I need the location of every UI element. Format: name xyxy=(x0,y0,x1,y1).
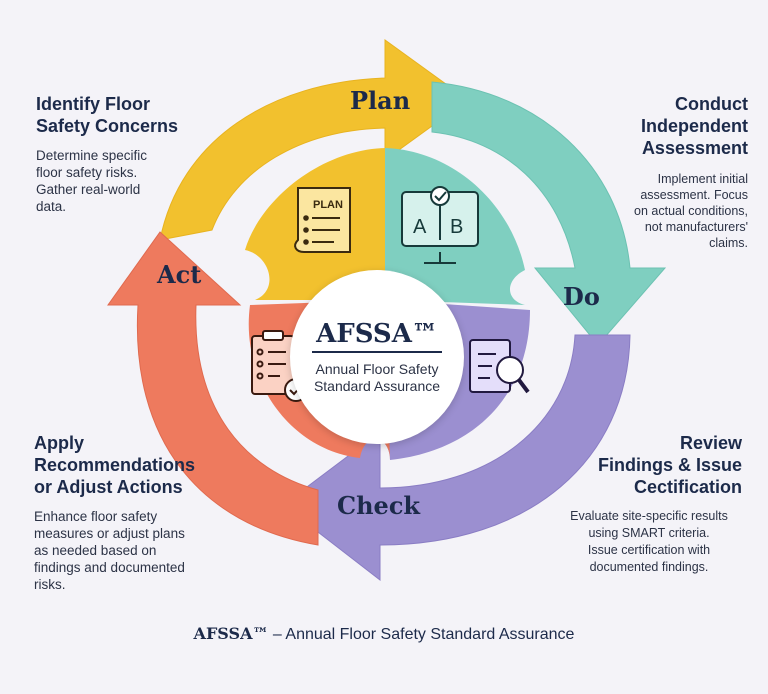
act-heading-line3: or Adjust Actions xyxy=(34,477,183,497)
plan-heading-line2: Safety Concerns xyxy=(36,116,179,136)
do-body-line3: on actual conditions, xyxy=(634,204,748,218)
do-body-line4: not manufacturers' xyxy=(644,220,748,234)
check-panel xyxy=(522,432,742,498)
plan-panel xyxy=(36,93,236,215)
act-body-line5: risks. xyxy=(34,577,66,592)
check-body-line4: documented findings. xyxy=(589,560,709,574)
plan-body-line1: Determine specific xyxy=(36,148,148,163)
plan-heading-line1: Identify Floor xyxy=(36,94,150,114)
do-body-line2: assessment. Focus xyxy=(640,188,748,202)
do-heading-line2: Independent xyxy=(641,116,748,136)
act-body-line1: Enhance floor safety xyxy=(34,509,158,524)
center-hub xyxy=(290,270,464,444)
act-panel xyxy=(34,432,244,593)
stage-label-check: Check xyxy=(337,491,421,520)
check-heading-line1: Review xyxy=(679,433,742,453)
do-heading-line1: Conduct xyxy=(675,94,748,114)
plan-body-line2: floor safety risks. xyxy=(36,165,138,180)
check-heading-line3: Cectification xyxy=(633,477,742,497)
hub-subtitle: Annual Floor Safety Standard Assurance xyxy=(313,361,441,394)
check-body-line3: Issue certification with xyxy=(587,543,711,557)
do-body-line1: Implement initial xyxy=(657,172,748,186)
check-body-line2: using SMART criteria. xyxy=(588,526,710,540)
stage-label-do: Do xyxy=(563,282,600,311)
do-body-line5: claims. xyxy=(709,236,748,250)
check-body-line1: Evaluate site-specific results xyxy=(570,509,728,523)
hub-title: AFSSA™ xyxy=(312,319,442,353)
check-heading-line2: Findings & Issue xyxy=(597,455,742,475)
plan-icon-text: PLAN xyxy=(313,199,343,211)
act-body-line4: findings and documented xyxy=(34,560,185,575)
stage-label-plan: Plan xyxy=(350,86,411,115)
act-body-line3: as needed based on xyxy=(34,543,157,558)
act-heading-line2: Recommendations xyxy=(34,455,196,475)
footer-brand: AFSSA™ xyxy=(193,624,269,643)
footer-caption xyxy=(0,624,768,644)
plan-body-line4: data. xyxy=(36,199,67,214)
do-heading-line3: Assessment xyxy=(641,138,748,158)
plan-document-icon xyxy=(295,188,350,252)
act-body-line2: measures or adjust plans xyxy=(34,526,185,541)
act-heading-line1: Apply xyxy=(34,433,85,453)
stage-label-act: Act xyxy=(157,260,202,289)
do-panel xyxy=(548,93,748,251)
plan-body-line3: Gather real-world xyxy=(36,182,141,197)
check-body xyxy=(540,508,758,576)
ab-icon-left: A xyxy=(413,216,427,238)
ab-icon-right: B xyxy=(450,216,464,238)
footer-text: – Annual Floor Safety Standard Assurance xyxy=(268,626,575,643)
